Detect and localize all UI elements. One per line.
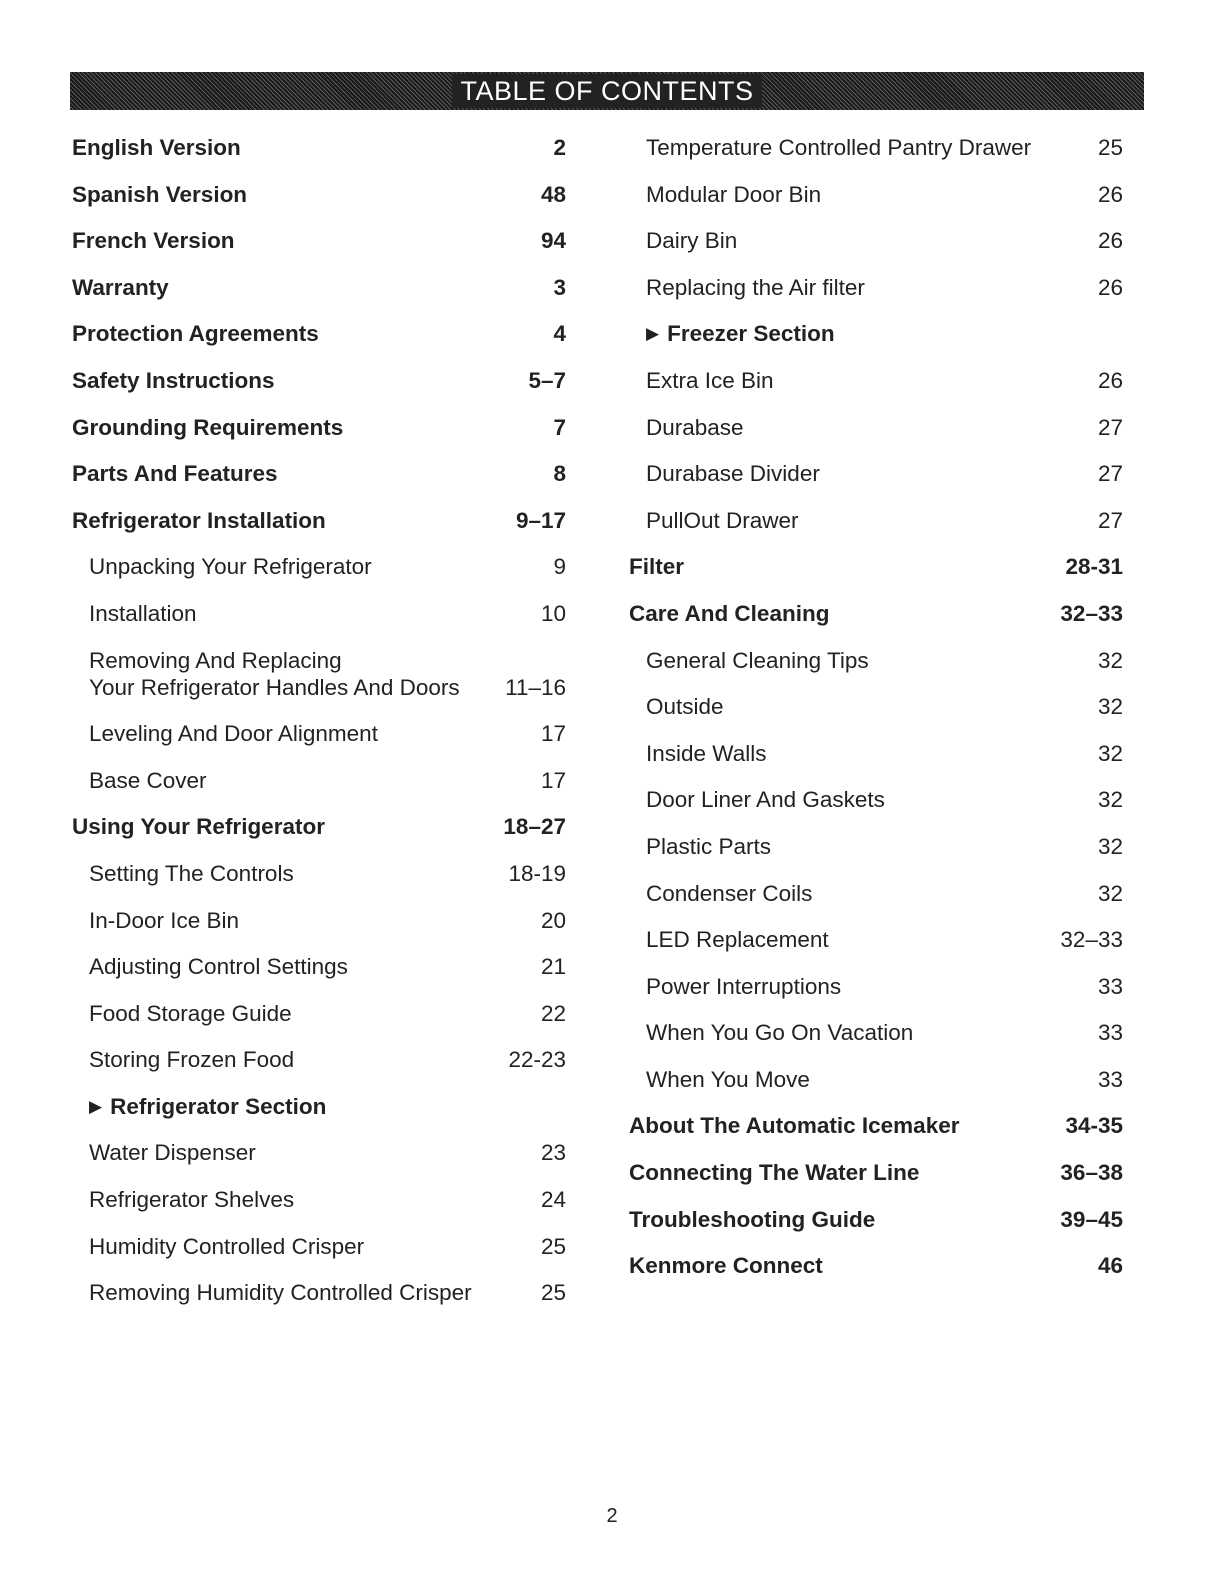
toc-right-column <box>629 134 1123 1299</box>
toc-entry-text: Parts And Features <box>72 461 278 487</box>
toc-entry-label <box>629 1159 919 1186</box>
toc-entry-text: Removing Humidity Controlled Crisper <box>89 1280 472 1306</box>
toc-entry[interactable] <box>629 1019 1123 1046</box>
toc-entry-label <box>629 227 737 254</box>
toc-entry-page: 2 <box>553 135 566 160</box>
toc-entry-text: Freezer Section <box>667 321 835 347</box>
toc-entry-text: Safety Instructions <box>72 367 275 393</box>
toc-entry-text: About The Automatic Icemaker <box>629 1113 960 1139</box>
toc-entry-label <box>72 181 247 208</box>
toc-entry-label <box>629 600 829 627</box>
toc-entry[interactable] <box>629 1112 1123 1139</box>
toc-entry-label <box>629 1252 823 1279</box>
toc-entry[interactable] <box>629 1206 1123 1233</box>
toc-entry[interactable] <box>72 274 566 301</box>
toc-entry-page: 28-31 <box>1065 554 1123 580</box>
toc-entry-page: 22-23 <box>508 1047 566 1073</box>
toc-entry[interactable] <box>72 953 566 980</box>
toc-entry-page: 32–33 <box>1060 600 1123 626</box>
toc-entry-page: 25 <box>540 1233 566 1259</box>
toc-entry[interactable] <box>629 227 1123 254</box>
toc-entry-text: LED Replacement <box>646 927 829 953</box>
toc-entry-page: 3 <box>553 274 566 300</box>
toc-entry-text: Inside Walls <box>646 740 767 766</box>
toc-entry-page: 24 <box>540 1187 566 1213</box>
toc-entry-label <box>72 1000 292 1027</box>
toc-entry-page: 48 <box>540 181 566 207</box>
toc-entry-text: Setting The Controls <box>89 860 294 886</box>
toc-entry-label <box>72 1279 472 1306</box>
toc-entry[interactable] <box>629 786 1123 813</box>
toc-entry-text: Filter <box>629 554 685 580</box>
toc-entry-label <box>629 1066 810 1093</box>
toc-entry-text: Storing Frozen Food <box>89 1047 295 1073</box>
toc-entry-label <box>629 1019 913 1046</box>
toc-entry[interactable] <box>72 181 566 208</box>
toc-entry-text: General Cleaning Tips <box>646 647 869 673</box>
toc-entry-page: 32 <box>1097 647 1123 673</box>
toc-entry[interactable] <box>629 181 1123 208</box>
toc-entry-text: Water Dispenser <box>89 1140 256 1166</box>
toc-entry-label <box>72 953 348 980</box>
toc-entry-text: Extra Ice Bin <box>646 367 774 393</box>
toc-entry-page: 94 <box>540 228 566 254</box>
toc-entry[interactable] <box>629 926 1123 953</box>
toc-entry-label <box>629 647 869 674</box>
toc-entry-page: 5–7 <box>528 367 566 393</box>
toc-entry-text: Leveling And Door Alignment <box>89 721 378 747</box>
toc-entry-page: 18–27 <box>503 814 566 840</box>
toc-entry-text: Condenser Coils <box>646 880 813 906</box>
toc-entry[interactable] <box>629 973 1123 1000</box>
toc-entry-text: Food Storage Guide <box>89 1000 292 1026</box>
toc-entry-label <box>72 1139 256 1166</box>
toc-entry[interactable] <box>629 320 1123 347</box>
toc-entry-text: Removing And Replacing Your Refrigerator Handles And Doors <box>89 647 460 700</box>
toc-entry-page: 27 <box>1097 507 1123 533</box>
toc-entry-page: 32–33 <box>1060 927 1123 953</box>
toc-entry-text: French Version <box>72 228 235 254</box>
toc-entry-label <box>629 833 771 860</box>
toc-entry-text: Grounding Requirements <box>72 414 344 440</box>
toc-entry-page: 18-19 <box>508 860 566 886</box>
toc-entry-label <box>72 907 239 934</box>
toc-entry-page: 17 <box>540 721 566 747</box>
toc-entry-page: 21 <box>540 954 566 980</box>
toc-entry-text: Adjusting Control Settings <box>89 954 348 980</box>
toc-entry-label <box>629 786 885 813</box>
toc-entry-page: 10 <box>540 600 566 626</box>
toc-entry-text: Unpacking Your Refrigerator <box>89 554 372 580</box>
toc-entry-label <box>72 134 241 161</box>
toc-entry-page: 33 <box>1097 973 1123 999</box>
toc-entry-label <box>629 460 820 487</box>
toc-entry-label <box>72 647 460 701</box>
toc-entry-page: 32 <box>1097 694 1123 720</box>
toc-entry-page: 39–45 <box>1060 1206 1123 1232</box>
toc-entry[interactable] <box>629 414 1123 441</box>
toc-entry-label <box>629 1206 875 1233</box>
toc-entry-label <box>629 973 841 1000</box>
toc-entry-page: 32 <box>1097 787 1123 813</box>
toc-entry-label <box>72 1093 326 1120</box>
toc-entry-label <box>72 813 325 840</box>
toc-entry-label <box>72 320 319 347</box>
toc-entry-label <box>72 1046 294 1073</box>
toc-entry-text: Protection Agreements <box>72 321 319 347</box>
toc-entry[interactable] <box>629 553 1123 580</box>
toc-entry[interactable] <box>629 367 1123 394</box>
toc-entry[interactable] <box>629 507 1123 534</box>
toc-entry-text: Refrigerator Section <box>110 1093 327 1119</box>
toc-entry[interactable] <box>72 1139 566 1166</box>
toc-entry-label <box>72 414 343 441</box>
toc-entry-page: 33 <box>1097 1020 1123 1046</box>
toc-entry-label <box>629 414 744 441</box>
toc-entry-page: 11–16 <box>505 674 566 700</box>
toc-entry-page: 25 <box>1097 135 1123 160</box>
toc-entry-label <box>72 274 169 301</box>
toc-entry-text: Base Cover <box>89 767 207 793</box>
toc-entry-label <box>72 553 372 580</box>
toc-entry[interactable] <box>72 460 566 487</box>
toc-entry-text: Spanish Version <box>72 181 248 207</box>
toc-entry-page: 26 <box>1097 228 1123 254</box>
toc-entry-label <box>72 600 197 627</box>
toc-entry-label <box>629 1112 959 1139</box>
toc-entry[interactable] <box>72 1000 566 1027</box>
toc-entry[interactable] <box>72 134 566 161</box>
toc-entry-text: Replacing the Air filter <box>646 274 865 300</box>
toc-entry-page: 32 <box>1097 880 1123 906</box>
toc-entry-label <box>629 880 812 907</box>
toc-entry-text: Installation <box>89 600 197 626</box>
toc-entry-page: 27 <box>1097 461 1123 487</box>
toc-entry-label <box>629 134 1031 161</box>
triangle-bullet-icon: ▶ <box>646 324 660 344</box>
toc-entry-label <box>629 693 724 720</box>
toc-entry-label <box>629 553 684 580</box>
toc-entry-page: 20 <box>540 907 566 933</box>
toc-banner <box>70 72 1144 110</box>
toc-entry-text: Power Interruptions <box>646 973 842 999</box>
toc-entry-page: 26 <box>1097 274 1123 300</box>
toc-entry[interactable] <box>72 414 566 441</box>
toc-entry-page: 4 <box>553 321 566 347</box>
toc-entry-text: Temperature Controlled Pantry Drawer <box>646 135 1032 160</box>
toc-entry-label <box>629 367 774 394</box>
toc-entry-text: Warranty <box>72 274 169 300</box>
toc-entry-label <box>629 926 829 953</box>
toc-entry-page: 26 <box>1097 367 1123 393</box>
toc-entry-label <box>629 507 799 534</box>
toc-entry-page: 32 <box>1097 740 1123 766</box>
toc-entry-text: Plastic Parts <box>646 833 772 859</box>
toc-entry-text: Connecting The Water Line <box>629 1160 920 1186</box>
toc-entry[interactable] <box>629 833 1123 860</box>
toc-entry-text: Dairy Bin <box>646 228 738 254</box>
toc-entry[interactable] <box>72 813 566 840</box>
toc-entry-text: When You Go On Vacation <box>646 1020 914 1046</box>
toc-entry[interactable] <box>72 553 566 580</box>
toc-entry[interactable] <box>629 460 1123 487</box>
toc-entry[interactable] <box>72 600 566 627</box>
toc-entry[interactable] <box>629 740 1123 767</box>
toc-entry-label <box>72 367 275 394</box>
toc-entry-page: 9–17 <box>515 507 566 533</box>
toc-entry[interactable] <box>629 1252 1123 1279</box>
toc-entry[interactable] <box>72 1186 566 1213</box>
toc-entry-text: In-Door Ice Bin <box>89 907 240 933</box>
toc-entry[interactable] <box>72 767 566 794</box>
toc-entry-text: Durabase <box>646 414 744 440</box>
toc-entry[interactable] <box>629 600 1123 627</box>
toc-entry-page: 23 <box>540 1140 566 1166</box>
toc-entry[interactable] <box>72 1279 566 1306</box>
toc-entry[interactable] <box>629 1066 1123 1093</box>
toc-entry-text: Refrigerator Installation <box>72 507 326 533</box>
toc-entry[interactable] <box>72 860 566 887</box>
toc-entry[interactable] <box>629 274 1123 301</box>
toc-entry-label <box>629 181 821 208</box>
toc-entry[interactable] <box>72 647 566 701</box>
toc-entry-page: 25 <box>540 1280 566 1306</box>
toc-entry[interactable] <box>629 647 1123 674</box>
page-title: TABLE OF CONTENTS <box>452 74 761 108</box>
toc-entry-page: 36–38 <box>1060 1160 1123 1186</box>
toc-entry[interactable] <box>629 134 1123 161</box>
toc-entry[interactable] <box>629 693 1123 720</box>
toc-entry-page: 22 <box>540 1000 566 1026</box>
toc-entry-text: Kenmore Connect <box>629 1253 823 1279</box>
toc-entry-label <box>72 1233 364 1260</box>
toc-entry-label <box>72 227 235 254</box>
toc-entry-page: 34-35 <box>1065 1113 1123 1139</box>
toc-left-column <box>72 134 566 1326</box>
toc-entry-page: 7 <box>553 414 566 440</box>
toc-entry-text: English Version <box>72 135 241 160</box>
triangle-bullet-icon: ▶ <box>89 1096 103 1116</box>
toc-entry-label <box>72 460 277 487</box>
toc-entry-page: 9 <box>553 554 566 580</box>
toc-entry-page: 46 <box>1097 1253 1123 1279</box>
toc-entry-text: Troubleshooting Guide <box>629 1206 876 1232</box>
toc-entry[interactable] <box>629 1159 1123 1186</box>
toc-entry-label <box>629 740 766 767</box>
toc-entry-label <box>72 507 326 534</box>
toc-entry-label <box>629 274 865 301</box>
toc-entry[interactable] <box>629 880 1123 907</box>
toc-entry-text: PullOut Drawer <box>646 507 799 533</box>
toc-entry-page: 33 <box>1097 1066 1123 1092</box>
toc-entry-text: Door Liner And Gaskets <box>646 787 885 813</box>
toc-entry-text: Outside <box>646 694 724 720</box>
toc-entry-label <box>72 1186 294 1213</box>
toc-entry[interactable] <box>72 320 566 347</box>
toc-entry-text: Care And Cleaning <box>629 600 830 626</box>
toc-entry-page: 27 <box>1097 414 1123 440</box>
toc-entry-page: 17 <box>540 767 566 793</box>
toc-entry-text: Modular Door Bin <box>646 181 822 207</box>
toc-entry-page: 32 <box>1097 833 1123 859</box>
toc-entry-label <box>629 320 835 347</box>
page-number: 2 <box>606 1505 618 1527</box>
toc-entry[interactable] <box>72 507 566 534</box>
toc-entry[interactable] <box>72 367 566 394</box>
toc-entry[interactable] <box>72 907 566 934</box>
toc-entry-page: 8 <box>553 461 566 487</box>
toc-entry-label <box>72 720 378 747</box>
toc-entry[interactable] <box>72 1046 566 1073</box>
toc-entry-page: 26 <box>1097 181 1123 207</box>
toc-entry-text: Durabase Divider <box>646 461 820 487</box>
toc-entry-label <box>72 860 294 887</box>
toc-entry-text: Refrigerator Shelves <box>89 1187 295 1213</box>
toc-entry[interactable] <box>72 1093 566 1120</box>
toc-entry[interactable] <box>72 227 566 254</box>
toc-entry-label <box>72 767 207 794</box>
toc-entry-text: Using Your Refrigerator <box>72 814 325 840</box>
toc-entry[interactable] <box>72 720 566 747</box>
toc-entry-text: When You Move <box>646 1066 810 1092</box>
toc-entry[interactable] <box>72 1233 566 1260</box>
toc-entry-text: Humidity Controlled Crisper <box>89 1233 365 1259</box>
